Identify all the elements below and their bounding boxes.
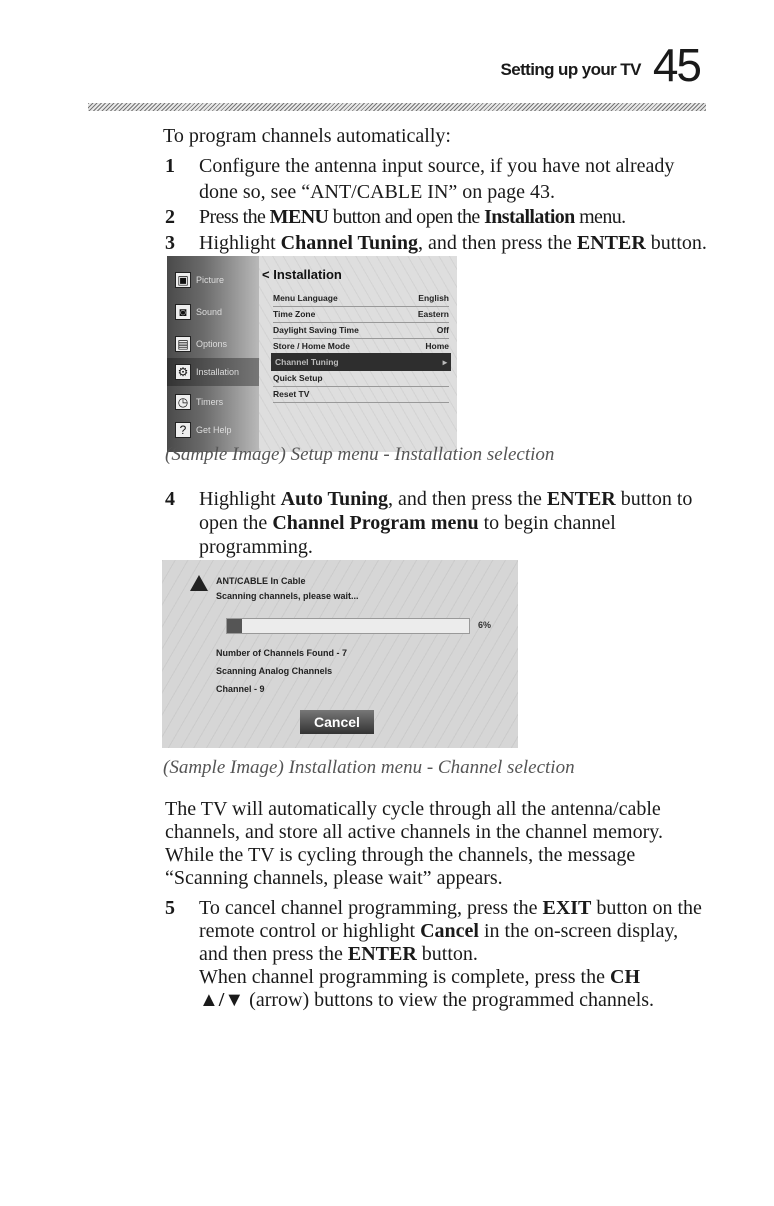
warning-icon	[190, 575, 208, 591]
scanning-message: Scanning channels, please wait...	[216, 591, 359, 601]
step-5-line-2: remote control or highlight Cancel in the on-screen display,	[199, 920, 679, 942]
picture-icon: ▣	[175, 272, 191, 288]
scan-progress-label: 6%	[478, 620, 492, 630]
step-4-line-1: Highlight Auto Tuning, and then press the ENTER button to	[199, 488, 693, 510]
sidebar-item-get-help: ? Get Help	[175, 422, 232, 438]
sidebar-item-picture: ▣ Picture	[175, 272, 224, 288]
step-2-number: 2	[165, 206, 175, 228]
current-channel: Channel - 9	[216, 684, 265, 694]
step-4-number: 4	[165, 488, 175, 510]
satellite-icon: ⚙	[175, 364, 191, 380]
step-1-line-2: done so, see “ANT/CABLE IN” on page 43.	[199, 181, 556, 203]
caption-2: (Sample Image) Installation menu - Channel selection	[163, 757, 575, 778]
cancel-button: Cancel	[300, 710, 374, 734]
menu-row-daylight-saving: Daylight Saving Time Off	[273, 322, 449, 339]
source-line: ANT/CABLE In Cable	[216, 576, 306, 586]
menu-title: < Installation	[262, 267, 342, 282]
sidebar-item-installation: ⚙ Installation	[167, 358, 259, 386]
channel-program-screenshot	[162, 560, 518, 748]
page-header	[500, 39, 700, 91]
para-line-4: “Scanning channels, please wait” appears.	[165, 867, 503, 889]
scan-progress-fill	[227, 619, 242, 633]
step-5-line-4: When channel programming is complete, press the CH	[199, 966, 640, 988]
step-5-line-5: ▲/▼ (arrow) buttons to view the programmed channels.	[199, 989, 655, 1011]
installation-menu-screenshot	[167, 256, 457, 452]
menu-row-store-home-mode: Store / Home Mode Home	[273, 338, 449, 355]
arrow-right-icon: ▸	[442, 356, 447, 367]
step-5-number: 5	[165, 897, 175, 919]
sidebar-item-sound: ◙ Sound	[175, 304, 222, 320]
step-1-number: 1	[165, 155, 175, 177]
help-icon: ?	[175, 422, 191, 438]
sidebar-item-timers: ◷ Timers	[175, 394, 223, 410]
para-line-3: While the TV is cycling through the channels, the message	[165, 844, 636, 866]
step-3-text: Highlight Channel Tuning, and then press the ENTER button.	[199, 232, 707, 254]
header-title: Setting up your TV	[500, 60, 641, 79]
step-5-line-1: To cancel channel programming, press the EXIT button on the	[199, 897, 702, 919]
sidebar-item-options: ▤ Options	[175, 336, 227, 352]
header-rule	[88, 103, 706, 111]
menu-row-reset-tv: Reset TV	[273, 386, 449, 403]
menu-row-channel-tuning: Channel Tuning ▸	[271, 353, 451, 371]
step-5-line-3: and then press the ENTER button.	[199, 943, 478, 965]
step-1-line-1: Configure the antenna input source, if you have not already	[199, 155, 675, 177]
channels-found: Number of Channels Found - 7	[216, 648, 348, 658]
step-2-text: Press the MENU button and open the Installation menu.	[199, 206, 626, 228]
para-line-2: channels, and store all active channels in the channel memory.	[165, 821, 663, 843]
step-4-line-3: programming.	[199, 536, 313, 558]
menu-row-quick-setup: Quick Setup	[273, 370, 449, 387]
scan-progress-bar	[226, 618, 470, 634]
caption-1: (Sample Image) Setup menu - Installation selection	[165, 444, 555, 465]
page-number: 45	[652, 39, 700, 91]
step-3-number: 3	[165, 232, 175, 254]
options-icon: ▤	[175, 336, 191, 352]
step-4-line-2: open the Channel Program menu to begin channel	[199, 512, 616, 534]
intro-text: To program channels automatically:	[163, 125, 451, 147]
arrow-up-down-icon: ▲/▼	[199, 989, 245, 1011]
clock-icon: ◷	[175, 394, 191, 410]
menu-row-time-zone: Time Zone Eastern	[273, 306, 449, 323]
menu-row-language: Menu Language English	[273, 290, 449, 307]
speaker-icon: ◙	[175, 304, 191, 320]
scanning-analog: Scanning Analog Channels	[216, 666, 333, 676]
para-line-1: The TV will automatically cycle through all the antenna/cable	[165, 798, 661, 820]
